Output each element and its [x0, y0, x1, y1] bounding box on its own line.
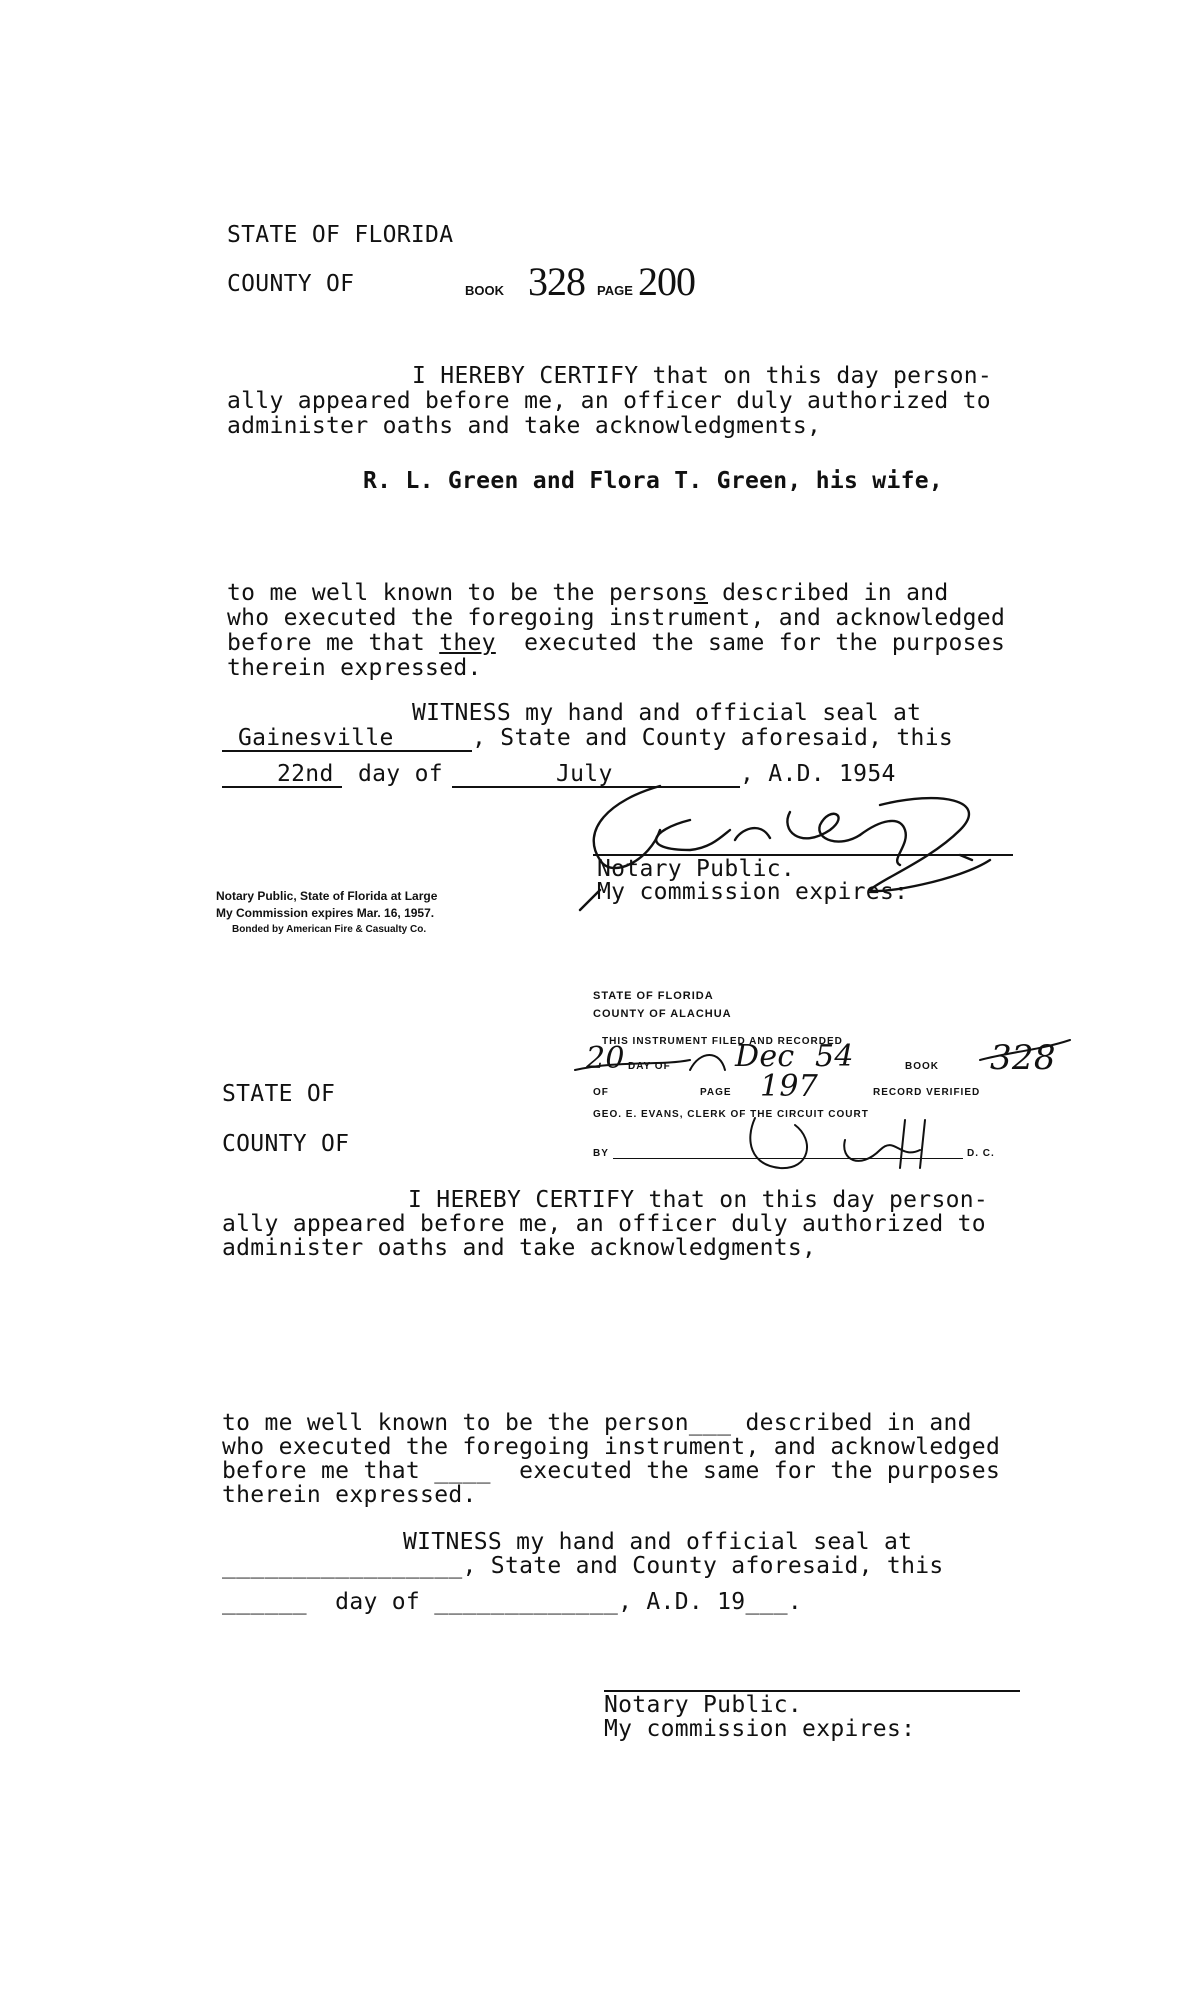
- recording-stamp-of: OF: [593, 1087, 609, 1098]
- lower-known-line-1: to me well known to be the person___ described in and: [222, 1410, 972, 1436]
- hand-month: Dec: [735, 1039, 795, 1074]
- book-number: 328: [528, 259, 585, 304]
- recording-stamp-line-3: THIS INSTRUMENT FILED AND RECORDED: [602, 1036, 843, 1047]
- hand-day: 20: [586, 1041, 625, 1076]
- recording-stamp-verified: RECORD VERIFIED: [873, 1087, 981, 1098]
- recording-stamp-line-1: STATE OF FLORIDA: [593, 990, 714, 1002]
- place-fill: Gainesville: [238, 725, 394, 751]
- recording-stamp-clerk: GEO. E. EVANS, CLERK OF THE CIRCUIT COURT: [593, 1109, 869, 1120]
- page-number: 200: [638, 259, 695, 304]
- lower-witness-line: WITNESS my hand and official seal at: [403, 1529, 913, 1555]
- lower-certify-line-3: administer oaths and take acknowledgments,: [222, 1235, 817, 1261]
- certify-line-1: I HEREBY CERTIFY that on this day person-: [412, 363, 993, 389]
- known-line-2: who executed the foregoing instrument, and acknowledged: [227, 605, 1006, 631]
- recording-stamp-day-of: DAY OF: [628, 1061, 671, 1072]
- commission-expires: My commission expires:: [597, 879, 909, 905]
- persons-named: R. L. Green and Flora T. Green, his wife,: [363, 468, 944, 494]
- day-fill: 22nd: [277, 761, 334, 787]
- county-label: COUNTY OF: [227, 271, 355, 297]
- lower-state-county-line: _________________, State and County aforesaid, this: [222, 1553, 944, 1579]
- book-prefix: BOOK: [465, 283, 504, 298]
- notary-stamp-line-1: Notary Public, State of Florida at Large: [216, 889, 438, 903]
- lower-notary-title: Notary Public.: [604, 1692, 803, 1718]
- lower-commission-expires: My commission expires:: [604, 1716, 916, 1742]
- known-line-1: to me well known to be the persons described in and: [227, 580, 949, 606]
- recording-stamp-line-2: COUNTY OF ALACHUA: [593, 1008, 732, 1020]
- hand-book: 328: [990, 1038, 1056, 1078]
- person-plural-fill: s: [693, 580, 709, 606]
- ad-year: , A.D. 1954: [740, 761, 896, 787]
- lower-certify-line-1: I HEREBY CERTIFY that on this day person-: [408, 1187, 989, 1213]
- lower-certify-line-2: ally appeared before me, an officer duly authorized to: [222, 1211, 986, 1237]
- lower-day-line: ______ day of _____________, A.D. 19___.: [222, 1589, 803, 1615]
- recording-stamp-book: BOOK: [905, 1061, 939, 1072]
- lower-known-line-3: before me that ____ executed the same for the purposes: [222, 1458, 1001, 1484]
- certify-line-2: ally appeared before me, an officer duly authorized to: [227, 388, 991, 414]
- known-line-4: therein expressed.: [227, 655, 482, 681]
- hand-year: 54: [815, 1039, 854, 1074]
- they-fill: they: [439, 630, 496, 656]
- state-label: STATE OF FLORIDA: [227, 222, 454, 248]
- recording-stamp-by-rule: [613, 1158, 963, 1159]
- state-county-line: , State and County aforesaid, this: [472, 725, 954, 751]
- notary-stamp-line-3: Bonded by American Fire & Casualty Co.: [232, 924, 427, 935]
- witness-line: WITNESS my hand and official seal at: [412, 700, 922, 726]
- lower-known-line-4: therein expressed.: [222, 1482, 477, 1508]
- lower-state-label: STATE OF: [222, 1081, 336, 1107]
- notary-title: Notary Public.: [597, 856, 796, 882]
- recording-stamp-page: PAGE: [700, 1087, 732, 1098]
- month-fill: July: [556, 761, 613, 787]
- hand-page: 197: [760, 1069, 819, 1104]
- certify-line-3: administer oaths and take acknowledgments,: [227, 413, 822, 439]
- known-line-3: before me that they executed the same for the purposes: [227, 630, 1006, 656]
- day-of-label: day of: [358, 761, 443, 787]
- notary-stamp-line-2: My Commission expires Mar. 16, 1957.: [216, 906, 435, 920]
- page-prefix: PAGE: [597, 283, 633, 298]
- lower-known-line-2: who executed the foregoing instrument, and acknowledged: [222, 1434, 1001, 1460]
- lower-county-label: COUNTY OF: [222, 1131, 350, 1157]
- recording-stamp-by: BY: [593, 1148, 609, 1159]
- recording-stamp-dc: D. C.: [967, 1148, 995, 1159]
